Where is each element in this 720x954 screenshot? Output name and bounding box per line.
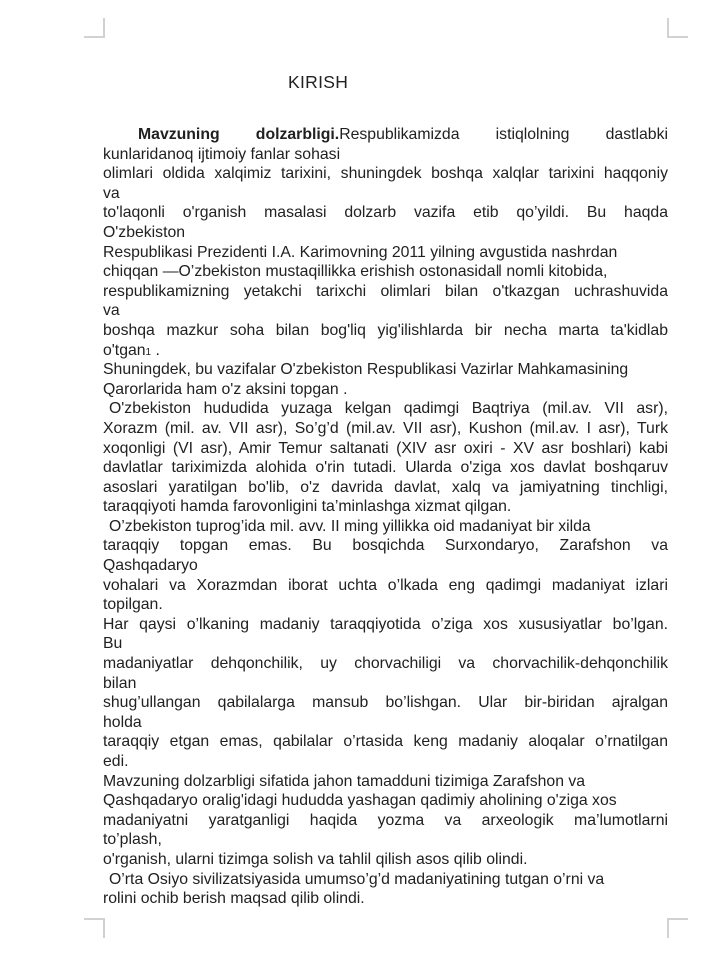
- line-text: .: [151, 341, 160, 359]
- document-body: [103, 125, 668, 909]
- text-line: davlatlar tariximizda alohida o'rin tutadi. Ularda o'ziga xos davlat boshqaruv: [103, 459, 668, 477]
- text-line: O’rta Osiyo sivilizatsiyasida umumso’g’d madaniyatining tutgan o’rni va: [109, 870, 605, 888]
- text-line: Mavzuning dolzarbligi sifatida jahon tamadduni tizimiga Zarafshon va: [103, 772, 586, 790]
- text-line: o'rganish, ularni tizimga solish va tahlil qilish asos qilib olindi.: [103, 850, 528, 868]
- text-line: topilgan.: [103, 596, 163, 614]
- text-line: taraqqiyoti hamda farovonligini ta’minlashga xizmat qilgan.: [103, 498, 512, 516]
- text-line: madaniyatni yaratganligi haqida yozma va arxeologik ma’lumotlarni: [103, 811, 668, 829]
- text-line: Har qaysi o’lkaning madaniy taraqqiyotida o’ziga xos xususiyatlar bo’lgan.: [103, 615, 668, 633]
- text-line: to'laqonli o'rganish masalasi dolzarb vazifa etib qo’yildi. Bu haqda: [103, 204, 668, 222]
- text-line: va: [103, 302, 120, 320]
- corner-mark-top-right: [667, 18, 688, 38]
- text-line: boshqa mazkur soha bilan bog'liq yig'ilishlarda bir necha marta ta'kidlab: [103, 321, 668, 339]
- text-line: chiqqan ―O’zbekiston mustaqillikka erishish ostonasida‖ nomli kitobida,: [103, 263, 608, 281]
- corner-mark-bottom-right: [667, 918, 688, 938]
- line-text: Respublikamizda istiqlolning dastlabki: [339, 126, 668, 143]
- text-line: O’zbekiston tuprog’ida mil. avv. II ming yillikka oid madaniyat bir xilda: [109, 517, 591, 535]
- text-line: kunlaridanoq ijtimoiy fanlar sohasi: [103, 145, 341, 163]
- text-line: xoqonligi (VI asr), Amir Temur saltanati (XIV asr oxiri - XV asr boshlari) kabi: [103, 439, 668, 457]
- text-line: Bu: [103, 635, 123, 653]
- line-text: o'tgan: [103, 341, 146, 359]
- text-line: vohalari va Xorazmdan iborat uchta o’lkada eng qadimgi madaniyat izlari: [103, 576, 668, 594]
- text-line: Xorazm (mil. av. VII asr), So’g’d (mil.av. VII asr), Kushon (mil.av. I asr), Turk: [103, 419, 668, 437]
- text-line: [103, 125, 668, 145]
- text-line: bilan: [103, 674, 137, 692]
- text-line: va: [103, 184, 120, 202]
- text-line: holda: [103, 713, 142, 731]
- text-line: O'zbekiston: [103, 223, 186, 241]
- text-line: Qashqadaryo oralig'idagi hududda yashagan qadimiy aholining o'ziga xos: [103, 792, 617, 810]
- corner-mark-top-left: [84, 18, 105, 38]
- text-line: shug’ullangan qabilalarga mansub bo’lishgan. Ular bir-biridan ajralgan: [103, 694, 668, 712]
- text-line: asoslari yaratilgan bo'lib, o'z davrida davlat, xalq va jamiyatning tinchligi,: [103, 478, 668, 496]
- text-line: O'zbekiston hududida yuzaga kelgan qadimgi Baqtriya (mil.av. VII asr),: [109, 400, 668, 418]
- text-line: respublikamizning yetakchi tarixchi olimlari bilan o'tkazgan uchrashuvida: [103, 282, 668, 300]
- text-line: taraqqiy topgan emas. Bu bosqichda Surxondaryo, Zarafshon va: [103, 537, 668, 555]
- text-line: Respublikasi Prezidenti I.A. Karimovning 2011 yilning avgustida nashrdan: [103, 243, 618, 261]
- bold-lead-text: Mavzuning dolzarbligi.: [138, 126, 340, 143]
- page-title: KIRISH: [288, 72, 349, 92]
- text-line: Shuningdek, bu vazifalar O'zbekiston Respublikasi Vazirlar Mahkamasining: [103, 361, 629, 379]
- text-line: edi.: [103, 753, 129, 770]
- text-line: olimlari oldida xalqimiz tarixini, shuningdek boshqa xalqlar tarixini haqqoniy: [103, 165, 668, 183]
- text-line: [103, 341, 668, 361]
- text-line: Qashqadaryo: [103, 557, 198, 575]
- text-line: to’plash,: [103, 831, 162, 849]
- text-line: taraqqiy etgan emas, qabilalar o’rtasida keng madaniy aloqalar o’rnatilgan: [103, 733, 668, 751]
- text-line: Qarorlarida ham o'z aksini topgan .: [103, 380, 348, 398]
- corner-mark-bottom-left: [84, 918, 105, 938]
- text-line: madaniyatlar dehqonchilik, uy chorvachiligi va chorvachilik-dehqonchilik: [103, 655, 668, 673]
- text-line: rolini ochib berish maqsad qilib olindi.: [103, 890, 365, 908]
- footnote-marker: 1: [145, 346, 152, 358]
